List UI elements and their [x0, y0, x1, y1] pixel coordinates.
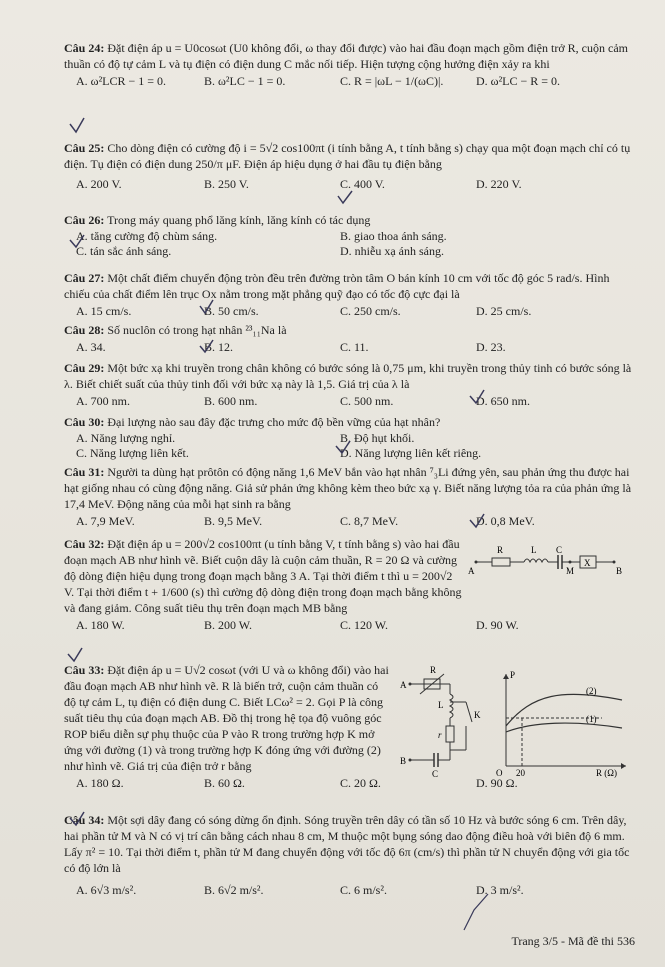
question-number: Câu 30:: [64, 415, 105, 429]
question-number: Câu 29:: [64, 361, 105, 375]
label-a: A: [400, 680, 407, 690]
option-a[interactable]: A. 6√3 m/s².: [76, 883, 137, 897]
answer-options: [64, 303, 637, 319]
label-a: A: [468, 566, 475, 576]
node-m: [569, 561, 572, 564]
option-d[interactable]: D. Năng lượng liên kết riêng.: [340, 446, 482, 460]
option-a[interactable]: A. ω²LCR − 1 = 0.: [76, 74, 167, 88]
answer-options: [64, 882, 637, 898]
question-text: Câu 33: Đặt điện áp u = U√2 cosωt (với U và ω không đổi) vào hai đầu đoạn mạch AB như hình vẽ. R là biến trở, cuộn cảm thuần có độ tự cảm L, tụ điện có điện dung C. Biết LCω² = 2. Gọi P là công suất tiêu thụ của đoạn mạch AB. Đồ thị trong hệ tọa độ vuông góc ROP biểu diễn sự phụ thuộc của P vào R trong trường hợp K mở ứng với đường (1) và trong trường hợp K đóng ứng với đường (2) như hình vẽ. Giá trị của điện trở r bằng: [64, 663, 389, 773]
answer-options: [64, 176, 637, 192]
question-number: Câu 24:: [64, 41, 105, 55]
question-31: [64, 464, 637, 529]
check-mark: [70, 118, 84, 132]
option-b[interactable]: B. ω²LC − 1 = 0.: [204, 74, 286, 88]
option-b[interactable]: B. 12.: [204, 340, 234, 354]
question-28: [64, 322, 637, 355]
option-c[interactable]: C. 120 W.: [340, 618, 389, 632]
option-d[interactable]: D. 650 nm.: [476, 394, 530, 408]
option-b[interactable]: B. 600 nm.: [204, 394, 258, 408]
option-b[interactable]: B. giao thoa ánh sáng.: [340, 229, 447, 243]
question-text: Câu 28: Số nuclôn có trong hạt nhân ²³₁₁Na là: [64, 323, 287, 337]
graph-33-figure: [492, 670, 632, 778]
label-x: X: [584, 558, 591, 568]
option-a[interactable]: A. 200 V.: [76, 177, 122, 191]
answer-options: [64, 339, 637, 355]
answer-options: [64, 393, 637, 409]
label-l: L: [531, 545, 537, 555]
question-text: Câu 25: Cho dòng điện có cường độ i = 5√2 cos100πt (i tính bằng A, t tính bằng s) chạy qua một đoạn mạch chỉ có tụ điện. Tụ điện có điện dung 250/π μF. Điện áp hiệu dụng ở hai đầu tụ điện bằng: [64, 141, 631, 171]
question-24: [64, 40, 637, 89]
question-text: Câu 27: Một chất điểm chuyển động tròn đều trên đường tròn tâm O bán kính 10 cm với tốc độ góc 5 rad/s. Hình chiếu của chất điểm lên trục Ox nằm trong mặt phẳng quỹ đạo có tốc độ cực đại là: [64, 271, 610, 301]
question-text: Câu 34: Một sợi dây đang có sóng dừng ổn định. Sóng truyền trên dây có tần số 10 Hz và bước sóng 6 cm. Trên dây, hai phần tử M và N có vị trí cân bằng cách nhau 8 cm, M thuộc một bụng sóng dao động điều hoà với biên độ 6 mm. Lấy π² = 10. Tại thời điểm t, phần tử M đang chuyển động với tốc độ 6π (cm/s) thì phần tử N chuyển động với gia tốc có độ lớn là: [64, 813, 630, 875]
question-number: Câu 33:: [64, 663, 105, 677]
node-a: [475, 561, 478, 564]
question-text: Câu 24: Đặt điện áp u = U0cosωt (U0 không đổi, ω thay đổi được) vào hai đầu đoạn mạch gồm điện trở R, cuộn cảm thuần có độ tự cảm L và tụ điện có điện dung C mắc nối tiếp. Hiện tượng cộng hưởng điện xảy ra khi: [64, 41, 628, 71]
question-text: Câu 26: Trong máy quang phổ lăng kính, lăng kính có tác dụng: [64, 213, 371, 227]
answer-options: [64, 513, 637, 529]
option-c[interactable]: C. 250 cm/s.: [340, 304, 401, 318]
question-26: [64, 212, 637, 260]
question-25: [64, 140, 637, 192]
label-p: P: [510, 670, 516, 680]
r-axis-arrow: [621, 763, 626, 769]
option-d[interactable]: D. nhiễu xạ ánh sáng.: [340, 244, 444, 258]
answer-options: [64, 228, 637, 260]
label-o: O: [496, 768, 503, 778]
option-a[interactable]: A. Năng lượng nghỉ.: [76, 431, 176, 445]
option-d[interactable]: D. 23.: [476, 340, 506, 354]
option-a[interactable]: A. 180 W.: [76, 618, 125, 632]
option-a[interactable]: A. 7,9 MeV.: [76, 514, 135, 528]
label-r: R: [430, 665, 437, 675]
question-number: Câu 25:: [64, 141, 105, 155]
answer-options: [64, 73, 637, 89]
option-b[interactable]: B. Độ hụt khối.: [340, 431, 415, 445]
node-b: [613, 561, 616, 564]
option-c[interactable]: C. 8,7 MeV.: [340, 514, 399, 528]
label-m: M: [566, 566, 575, 576]
pen-stroke: [464, 894, 488, 930]
option-d[interactable]: D. 90 Ω.: [476, 776, 518, 790]
label-curve-1: (1): [586, 714, 597, 724]
option-d[interactable]: D. 220 V.: [476, 177, 522, 191]
check-mark: [338, 191, 352, 203]
question-number: Câu 26:: [64, 213, 105, 227]
option-b[interactable]: B. 250 V.: [204, 177, 249, 191]
tick-20: 20: [516, 768, 525, 778]
question-number: Câu 27:: [64, 271, 105, 285]
resistor-symbol: [492, 558, 510, 566]
option-a[interactable]: A. 700 nm.: [76, 394, 130, 408]
option-d[interactable]: D. 90 W.: [476, 618, 519, 632]
option-c[interactable]: C. 6 m/s².: [340, 883, 387, 897]
label-r: R: [497, 545, 504, 555]
option-d[interactable]: D. 0,8 MeV.: [476, 514, 535, 528]
curve-2: [506, 694, 622, 726]
question-34: [64, 812, 637, 898]
option-c[interactable]: C. 11.: [340, 340, 369, 354]
inductor-symbol: [524, 559, 548, 562]
option-b[interactable]: B. 60 Ω.: [204, 776, 245, 790]
p-axis-arrow: [503, 674, 509, 679]
answer-options: [64, 617, 635, 633]
option-a[interactable]: A. 34.: [76, 340, 106, 354]
label-r-axis: R (Ω): [596, 768, 617, 778]
option-d[interactable]: D. 25 cm/s.: [476, 304, 532, 318]
check-mark: [68, 648, 82, 661]
option-c[interactable]: C. R = |ωL − 1/(ωC)|.: [340, 74, 444, 88]
label-k: K: [474, 710, 481, 720]
option-b[interactable]: B. 50 cm/s.: [204, 304, 259, 318]
label-curve-2: (2): [586, 686, 597, 696]
option-c[interactable]: C. tán sắc ánh sáng.: [76, 244, 172, 258]
option-d[interactable]: D. 3 m/s².: [476, 883, 524, 897]
question-text: Câu 29: Một bức xạ khi truyền trong chân không có bước sóng là 0,75 μm, khi truyền trong thủy tinh có bước sóng là λ. Biết chiết suất của thủy tinh đối với bức xạ này là 1,5. Giá trị của λ là: [64, 361, 632, 391]
option-c[interactable]: C. 400 V.: [340, 177, 385, 191]
option-c[interactable]: C. 500 nm.: [340, 394, 394, 408]
question-number: Câu 31:: [64, 465, 105, 479]
circuit-32-figure: [468, 542, 628, 576]
option-c[interactable]: C. 20 Ω.: [340, 776, 381, 790]
question-30: [64, 414, 637, 462]
question-number: Câu 32:: [64, 537, 105, 551]
question-text: Câu 31: Người ta dùng hạt prôtôn có động năng 1,6 MeV bắn vào hạt nhân ⁷₃Li đứng yên, sau phản ứng thu được hai hạt giống nhau có cùng động năng. Giả sử phản ứng không kèm theo bức xạ γ. Biết năng lượng tỏa ra của phản ứng là 17,4 MeV. Động năng của mỗi hạt sinh ra bằng: [64, 465, 632, 511]
label-l: L: [438, 700, 444, 710]
switch-k: [466, 702, 472, 722]
inductor-symbol: [450, 694, 453, 718]
label-r-small: r: [438, 730, 442, 740]
circuit-33-figure: [400, 662, 490, 778]
option-b[interactable]: B. 200 W.: [204, 618, 253, 632]
question-text: Câu 30: Đại lượng nào sau đây đặc trưng cho mức độ bền vững của hạt nhân?: [64, 415, 441, 429]
question-29: [64, 360, 637, 409]
label-c: C: [432, 769, 439, 778]
node-a: [409, 683, 412, 686]
answer-options: [64, 430, 637, 462]
page-footer: Trang 3/5 - Mã đề thi 536: [511, 934, 635, 948]
resistor-r-symbol: [446, 726, 454, 742]
question-number: Câu 28:: [64, 323, 105, 337]
option-b[interactable]: B. 6√2 m/s².: [204, 883, 264, 897]
option-a[interactable]: A. tăng cường độ chùm sáng.: [76, 229, 218, 243]
node-b: [409, 759, 412, 762]
option-a[interactable]: A. 15 cm/s.: [76, 304, 132, 318]
curve-1: [506, 723, 622, 732]
label-b: B: [400, 756, 407, 766]
question-27: [64, 270, 637, 319]
option-d[interactable]: D. ω²LC − R = 0.: [476, 74, 561, 88]
label-c: C: [556, 545, 563, 555]
option-b[interactable]: B. 9,5 MeV.: [204, 514, 263, 528]
label-b: B: [616, 566, 623, 576]
option-c[interactable]: C. Năng lượng liên kết.: [76, 446, 189, 460]
question-number: Câu 34:: [64, 813, 105, 827]
option-a[interactable]: A. 180 Ω.: [76, 776, 124, 790]
question-body: Câu 32: Đặt điện áp u = 200√2 cos100πt (u tính bằng V, t tính bằng s) vào hai đầu đoạn mạch AB như hình vẽ. Biết cuộn dây là cuộn cảm thuần, R = 20 Ω và cường độ dòng điện hiệu dụng trong đoạn mạch bằng 3 A. Tại thời điểm t thì u = 200√2 V. Tại thời điểm t + 1/600 (s) thì cường độ dòng điện trong đoạn mạch bằng không và đang giảm. Công suất tiêu thụ trên đoạn mạch MB bằng: [64, 537, 462, 615]
